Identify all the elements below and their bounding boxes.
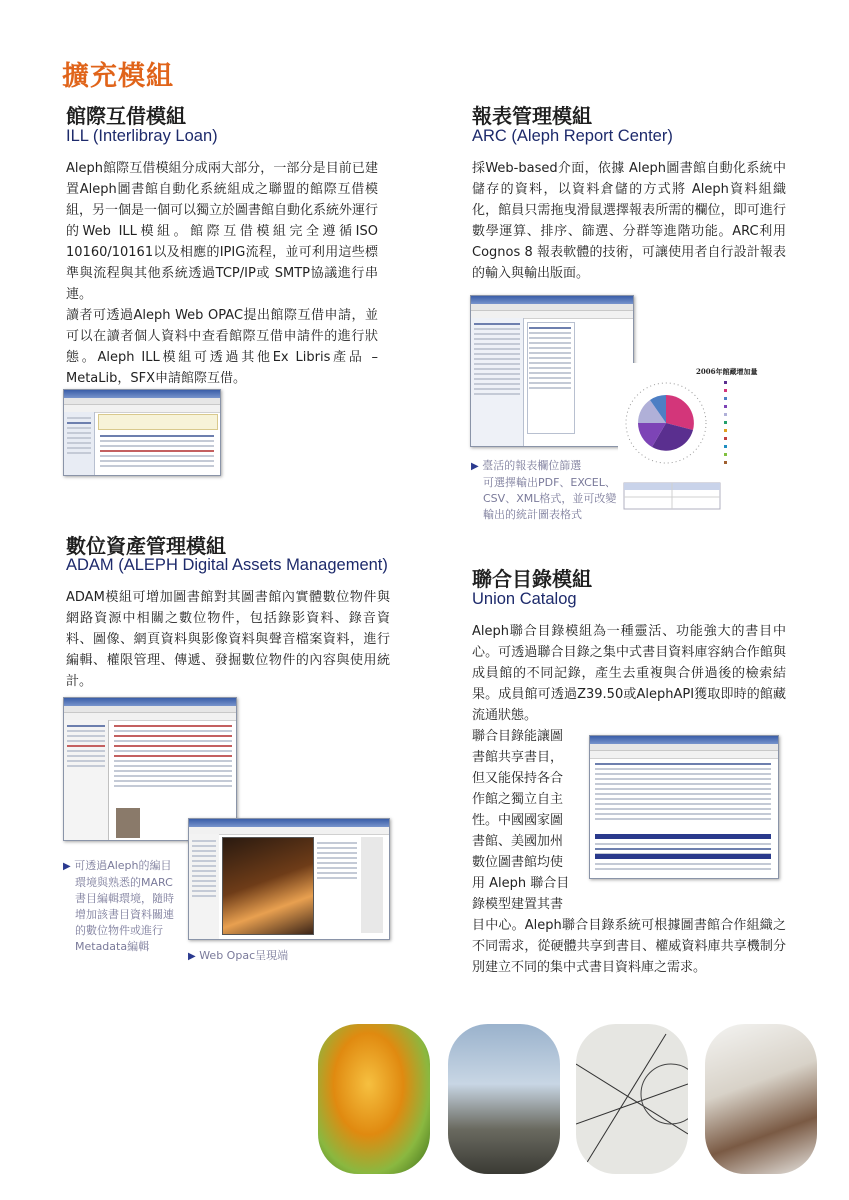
ill-screenshot xyxy=(63,389,221,476)
arc-screenshot xyxy=(470,295,634,447)
arc-caption-line: 輸出的統計圖表格式 xyxy=(483,508,582,521)
caption-bullet-icon: ▶ xyxy=(188,951,196,962)
union-paragraph-2-line: 但又能保持各合 xyxy=(472,771,564,786)
geometry-photo xyxy=(576,1024,688,1174)
adam-caption-line: Metadata編輯 xyxy=(75,940,150,953)
arc-caption-line: 可選擇輸出PDF、EXCEL、 xyxy=(483,476,616,489)
arc-caption xyxy=(471,458,631,523)
adam-caption-line: 環境與熟悉的MARC xyxy=(75,876,173,889)
union-paragraph-1: Aleph聯合目錄模組為一種靈活、功能強大的書目中心。可透過聯合目錄之集中式書目資料庫容納合作館與成員館的不同記錄，產生去重複與合併過後的檢索結果。成員館可透過Z39.50或AlephAPI獲取即時的館藏流通狀態。 xyxy=(472,624,786,723)
arc-pie-chart xyxy=(618,363,768,518)
union-paragraph-2-line: 書館、美國加州 xyxy=(472,834,564,849)
union-paragraph-2-line: 作館之獨立自主 xyxy=(472,792,564,807)
arc-caption-line: 臺活的報表欄位篩選 xyxy=(482,459,582,472)
adam-subtitle: ADAM (ALEPH Digital Assets Management) xyxy=(66,556,388,574)
web-opac-caption xyxy=(188,948,348,965)
ill-paragraph-2: 讀者可透過Aleph Web OPAC提出館際互借申請，並可以在讀者個人資料中查看館際互借申請件的進行狀態。Aleph ILL模組可透過其他Ex Libris產品 – MetaLib，SFX申請館際互借。 xyxy=(66,308,378,386)
adam-caption xyxy=(63,858,193,955)
union-paragraph-2-wrap xyxy=(472,726,584,915)
adam-caption-line: 的數位物件或進行 xyxy=(75,924,163,937)
adam-caption-line: 可透過Aleph的編目 xyxy=(74,859,172,872)
union-paragraph-2-line: 聯合目錄能讓圖 xyxy=(472,729,564,744)
geometry-drawing xyxy=(576,1024,688,1174)
union-subtitle: Union Catalog xyxy=(472,590,577,608)
union-paragraph-2-line: 性。中國國家圖 xyxy=(472,813,564,828)
ill-subtitle: ILL (Interlibray Loan) xyxy=(66,127,218,145)
flower-photo xyxy=(318,1024,430,1174)
union-paragraph-2-line: 錄模型建置其書 xyxy=(472,897,564,912)
union-paragraph-2-line: 用 Aleph 聯合目 xyxy=(472,876,570,891)
adam-caption-line: 書目編輯環境，隨時 xyxy=(75,892,174,905)
page-title: 擴充模組 xyxy=(62,61,174,92)
union-paragraph-2-tail: 目中心。Aleph聯合目錄系統可根據圖書館合作組織之不同需求，從硬體共享到書目、權威資料庫共享機制分別建立不同的集中式書目資料庫之需求。 xyxy=(472,918,786,975)
arc-chart-panel xyxy=(618,363,768,518)
man-writing-photo xyxy=(705,1024,817,1174)
adam-paragraph-1: ADAM模組可增加圖書館對其圖書館內實體數位物件與網路資源中相關之數位物件，包括錄影資料、錄音資料、圖像、網頁資料與影像資料與聲音檔案資料，進行編輯、權限管理、傳遞、發掘數位物件的內容與使用統計。 xyxy=(66,590,390,689)
arc-chart-title: 2006年館藏增加量 xyxy=(696,367,758,376)
union-paragraph-2-line: 書館共享書目， xyxy=(472,750,564,765)
web-opac-caption-text: Web Opac呈現端 xyxy=(199,949,289,962)
union-catalog-screenshot xyxy=(589,735,779,879)
caption-bullet-icon: ▶ xyxy=(63,861,71,872)
arc-subtitle: ARC (Aleph Report Center) xyxy=(472,127,673,145)
statue-photo xyxy=(448,1024,560,1174)
ill-title: 館際互借模組 xyxy=(66,104,186,128)
union-paragraph-2-line: 數位圖書館均使 xyxy=(472,855,564,870)
arc-title: 報表管理模組 xyxy=(472,104,592,128)
arc-caption-line: CSV、XML格式，並可改變 xyxy=(483,492,617,505)
ill-paragraph-1: Aleph館際互借模組分成兩大部分，一部分是目前已建置Aleph圖書館自動化系統組成之聯盟的館際互借模組，另一個是一個可以獨立於圖書館自動化系統外運行的Web ILL模組。館際互借模組完全遵循ISO 10160/10161以及相應的IPIG流程，並可利用這些標準與流程與其他系統透過TCP/IP或 SMTP協議進行串連。 xyxy=(66,161,379,302)
caption-bullet-icon: ▶ xyxy=(471,461,479,472)
arc-paragraph-1: 採Web-based介面，依據 Aleph圖書館自動化系統中儲存的資料，以資料倉儲的方式將 Aleph資料組織化，館員只需拖曳滑鼠選擇報表所需的欄位，即可進行數學運算、排序、篩選、分群等進階功能。ARC利用 Cognos 8 報表軟體的技術，可讓使用者自行設計報表的輸入與輸出版面。 xyxy=(472,161,786,281)
union-title: 聯合目錄模組 xyxy=(472,567,592,591)
adam-title: 數位資產管理模組 xyxy=(66,534,226,558)
adam-caption-line: 增加該書目資料關連 xyxy=(75,908,174,921)
web-opac-screenshot xyxy=(188,818,390,940)
